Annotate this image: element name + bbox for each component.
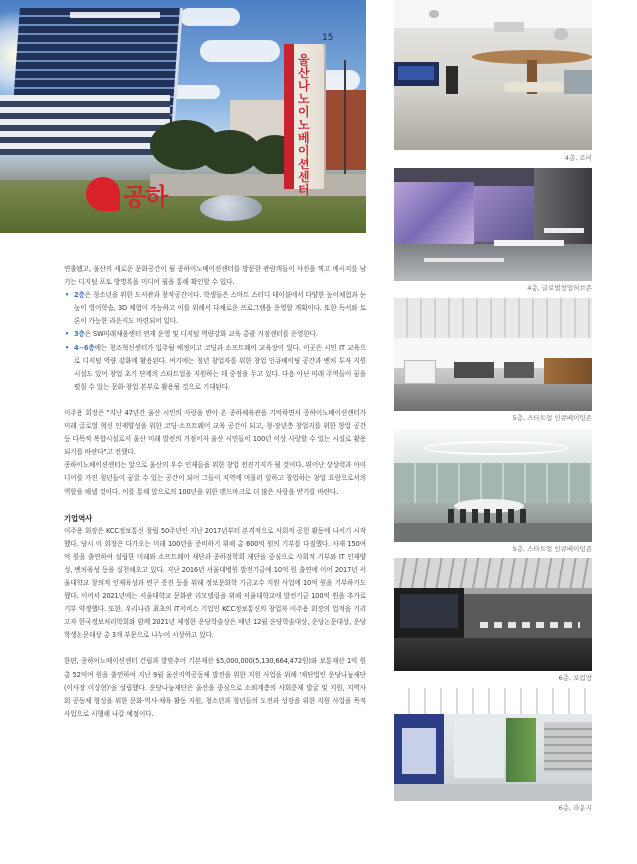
tower-sign-text: 울산나노이노베이션센터: [298, 53, 310, 197]
list-item: [64, 289, 366, 328]
floor-description: 에는 창조혁신센터가 입주될 예정이고 코딩과 소프트웨어 교육장이 있다. 이곳은 시민 IT 교육으로 디지털 역량 강화에 활용된다. 여기에는 청년 창업자를 위한 창업 인큐베이팅 공간과 벤처 투자 지원시설도 있어 창업 초기 단계의 스타트업을 지원하는 데 중점을 두고 있다. 다음 아닌 미래 주역들이 꿈을 펼칠 수 있는 문화·창업 본부로 활용될 것으로 기대된다.: [74, 343, 366, 391]
center-sign-tower: [284, 44, 324, 197]
history-heading: 기업역사: [64, 513, 93, 523]
photo-lobby: [394, 0, 592, 150]
bullet-icon: •: [65, 343, 70, 352]
photo-lounge: [394, 688, 592, 801]
photo-caption: 6층, 라운지: [558, 804, 592, 812]
list-item: [64, 328, 366, 341]
page-number: 15: [322, 33, 334, 43]
bullet-icon: •: [65, 330, 70, 339]
floor-description: 은 SW미래채움센터 연계 운영 및 디지털 역량강화 교육 총괄 거점센터를 운영한다.: [84, 330, 318, 339]
closing-paragraph: 종하이노베이션센터는 앞으로 울산의 우수 인재들을 위한 창업 전진기지가 될 것이다. 뛰어난 상상력과 아이디어를 가진 청년들이 꿈꿀 수 있는 공간이 되어 그들이 지역에 머물러 일하고 창업하는 창업 요람으로서의 역할을 해낼 것이다. 이를 통해 앞으로의 100년을 위한 랜드마크로 더 많은 사랑을 받기를 바란다.: [64, 461, 366, 496]
floor-highlight: 4~6층: [74, 343, 95, 352]
logo-mark-icon: [86, 177, 120, 211]
floor-highlight: 3층: [74, 330, 85, 339]
photo-caption: 5층, 스타트업 인큐베이팅존: [512, 414, 592, 422]
photo-caption: 6층, 포럼장: [558, 674, 592, 682]
list-item: [64, 342, 366, 394]
floor-list: [64, 289, 366, 394]
logo-sculpture: [86, 174, 167, 214]
logo-word: 공하: [123, 182, 168, 211]
photo-forum-hall: [394, 558, 592, 671]
hero-photo: [0, 0, 366, 233]
photo-incubating-zone-1: [394, 298, 592, 411]
photo-global-hub: [394, 168, 592, 281]
quote-paragraph: 이주용 회장은 "지난 47년간 울산 시민의 사랑을 받아 온 종하체육관을 기억하면서 종하이노베이션센터가 미래 글로벌 혁신 인재양성을 위한 코딩·소프트웨어 교육 공간이 되고, 청·장년층 창업지를 위한 창업 공간 등 다목적 복합시설로서 울산 미래 발전의 거점이자 울산 시민들이 100년 이상 사랑할 수 있는 시설로 활용되기를 바란다"고 전했다.: [64, 408, 366, 457]
photo-caption: 5층, 스타트업 인큐베이팅존: [512, 545, 592, 553]
final-paragraph: 한편, 종하이노베이션센터 건립과 발맞추어 기본재산 $5,000,000(5,130,664,472원)와 보통재산 1억 원 총 52억여 원을 출연하여 지난 9월 울산지역공동체 발전을 위한 지원 사업을 위해 '재단법인 운당나눔재단(이사장 이상현)'을 설립했다. 운당나눔재단은 울산을 중심으로 소외계층의 사회문제 발굴 및 지원, 지역사회 공동체 형성을 위한 문화·역사·체육 활동 지원, 청소년과 청년들의 도전과 성장을 위한 지원 사업을 목적 사업으로 시행해 나갈 예정이다.: [64, 657, 366, 718]
floor-highlight: 2층: [74, 291, 85, 300]
bullet-icon: •: [65, 291, 70, 300]
photo-incubating-zone-2: [394, 429, 592, 542]
floor-description: 은 청소년을 위한 도서관과 창작공간이다. 학생들은 스마트 스터디 테이블에서 다양한 높이체험과 눈높이 영어학습, 3D 체험이 가능하고 이를 위해서 다채로운 프로그램을 운영할 계획이다. 또한 독서와 토론이 가능한 라운지도 마련되어 있다.: [74, 291, 366, 326]
history-paragraph: 이주용 회장은 KCC정보통신 창립 50주년인 지난 2017년부터 본격적으로 사회적 공헌 활동에 나서기 시작했다. 당시 이 회장은 다가오는 미래 100년을 준비하기 위해 총 600억 원의 기부를 다짐했다. 사재 150여억 원을 출연하여 설립한 미래와 소프트웨어 재단과 종하장학회 재단을 중심으로 사회적 기부와 IT 인재양성, 벤처육성 등을 실천해오고 있다. 지난 2016년 서울대병원 발전기금에 10억 원 출연에 이어 2017년 서울대학교 창의적 인재육성과 연구 증진 등을 위해 정보문화학 기금교수 지원 사업에 10억 원을 기부하기도 했다. 이어서 2021년에는 서울대학교 문화관 리모델링을 위해 서울대학교에 발전기금 100억 원을 추가로 기부 약정했다. 또한, 우리나라 최초의 IT서비스 기업인 KCC정보통신의 창업자 이주용 회장의 업적을 기리고자 한국정보처리학회와 함께 2021년 제정한 운당학술상은 매년 12월 운당학술대상, 운당논문대상, 운당학생논문대상 총 3개 부문으로 나누어 시상하고 있다.: [64, 526, 366, 640]
photo-caption: 4층, 로비: [564, 154, 592, 162]
intro-paragraph: 연출됐고, 울산의 새로운 문화공간이 될 종하이노베이션센터를 방문한 관람객들이 사진을 찍고 메시지를 남기는 디지털 포토 방명록을 미디어 월을 통해 확인할 수 있다.: [64, 265, 366, 287]
article-body: [64, 263, 366, 721]
photo-caption: 4층, 글로벌창업허브존: [527, 284, 592, 292]
